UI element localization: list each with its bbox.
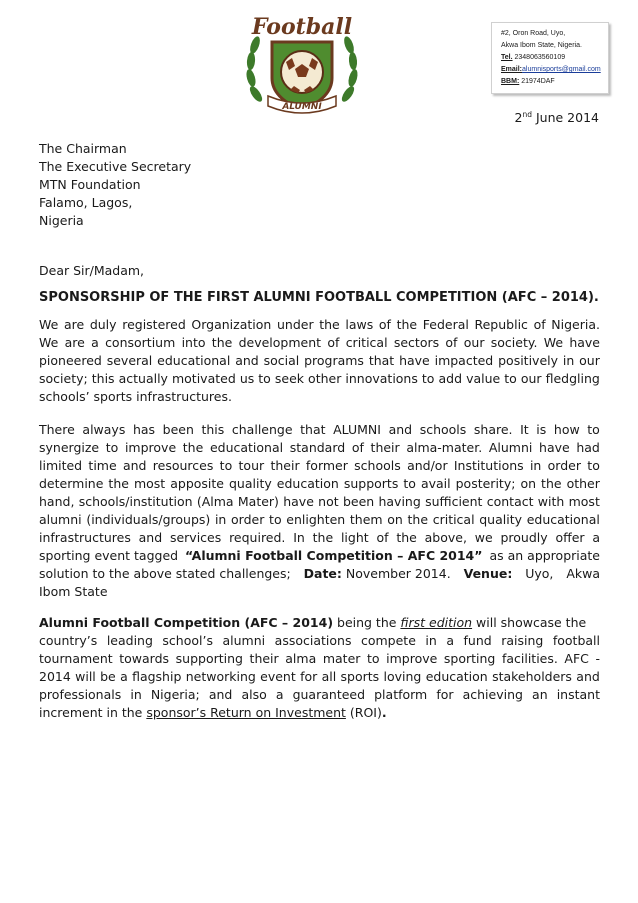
word: a (446, 633, 454, 648)
word: social (263, 353, 300, 368)
word: education (425, 669, 488, 684)
word: in (214, 512, 227, 527)
word: society; (39, 371, 88, 386)
date-rest: June 2014 (532, 110, 599, 125)
word: also (241, 687, 267, 702)
event-suffix: as an appropriate (489, 548, 600, 563)
after-italic: will showcase the (472, 615, 587, 630)
word: supporting (175, 651, 243, 666)
word: the (407, 512, 429, 527)
word: Nigeria; (150, 687, 200, 702)
word: we (474, 530, 493, 545)
word: posterity; (455, 476, 516, 491)
paragraph-2 (39, 421, 600, 601)
email (501, 64, 608, 76)
word: quality (479, 512, 523, 527)
word: to (219, 458, 233, 473)
p3-line (39, 686, 600, 704)
word: raising (501, 633, 544, 648)
word: of (351, 440, 364, 455)
sponsor-roi: sponsor’s Return on Investment (146, 705, 346, 720)
word: alumni (39, 512, 82, 527)
word: all (321, 669, 337, 684)
p3-line (39, 668, 600, 686)
word: in (425, 633, 437, 648)
logo-title: Football (251, 14, 353, 40)
word: been (162, 422, 194, 437)
word: tournament (39, 651, 113, 666)
word: We (39, 335, 59, 350)
word: sports (340, 669, 380, 684)
word: educational (157, 353, 231, 368)
word: Federal (422, 317, 469, 332)
word: to (269, 512, 282, 527)
word: school’s (162, 633, 213, 648)
word: required. (229, 530, 286, 545)
word: Mater) (237, 494, 279, 509)
word: to (105, 440, 119, 455)
word: alumni (222, 633, 266, 648)
word: on (520, 476, 537, 491)
p1-line (39, 334, 600, 352)
word: order (231, 512, 265, 527)
word: football (552, 633, 600, 648)
word: mater (322, 651, 361, 666)
word: ALUMNI (333, 422, 381, 437)
word: are (63, 317, 85, 332)
p2-line (39, 439, 600, 457)
venue-value-2: Akwa (566, 566, 600, 581)
word: guaranteed (292, 687, 366, 702)
last-end: . (381, 705, 387, 720)
word: their (270, 458, 300, 473)
word: (Alma (196, 494, 234, 509)
word: an (532, 687, 548, 702)
football-icon (281, 51, 323, 93)
date-suffix: nd (522, 110, 533, 119)
word: this (91, 371, 115, 386)
p2-line (39, 457, 600, 475)
event-name: “Alumni Football Competition – AFC 2014” (185, 548, 483, 563)
word: that (300, 422, 326, 437)
word: facilities. (501, 651, 558, 666)
word: Alumni (488, 440, 533, 455)
telephone (501, 52, 608, 64)
addressee-line: The Chairman (39, 141, 127, 156)
word: them (349, 512, 383, 527)
event-prefix: sporting event tagged (39, 548, 179, 563)
word: of (533, 317, 546, 332)
email-link[interactable]: alumnisports@gmail.com (522, 66, 601, 73)
word: to (421, 371, 435, 386)
word: professionals (39, 687, 122, 702)
word: networking (185, 669, 256, 684)
word: the (319, 317, 340, 332)
word: platform (374, 687, 428, 702)
word: We (543, 335, 564, 350)
word: has (132, 422, 156, 437)
word: compete (360, 633, 416, 648)
p1-line (39, 352, 600, 370)
word: former (305, 458, 348, 473)
addressee-line: MTN Foundation (39, 177, 141, 192)
word: associations (274, 633, 352, 648)
word: services (169, 530, 222, 545)
word: alma-mater. (406, 440, 483, 455)
word: impacted (434, 353, 494, 368)
word: quality (229, 476, 272, 491)
word: of (378, 317, 391, 332)
word: sufficient (425, 494, 483, 509)
word: contact (486, 494, 534, 509)
word: alma (285, 651, 317, 666)
word: the (108, 476, 129, 491)
word: this (201, 422, 225, 437)
word: Republic (474, 317, 528, 332)
p3-line (39, 632, 600, 650)
p2-line (39, 511, 600, 529)
word: pioneered (39, 353, 102, 368)
word: been (342, 494, 375, 509)
word: apposite (170, 476, 224, 491)
word: positively (498, 353, 559, 368)
word: society. (490, 335, 538, 350)
word: how (553, 422, 580, 437)
word: Nigeria. (551, 317, 600, 332)
word: the (182, 440, 204, 455)
word: of (445, 335, 458, 350)
word: for (300, 669, 318, 684)
word: a (91, 335, 99, 350)
word: loving (383, 669, 422, 684)
word: limited (39, 458, 83, 473)
word: the (396, 530, 417, 545)
word: value (466, 371, 501, 386)
p2-date-venue-line (39, 565, 600, 583)
word: under (276, 317, 314, 332)
word: of (327, 335, 340, 350)
word: a (275, 687, 284, 702)
word: achieving (462, 687, 523, 702)
last-suffix: (ROI) (345, 705, 382, 720)
bbm (501, 76, 608, 88)
word: critical (345, 335, 388, 350)
letter-date (515, 108, 599, 128)
addressee-block (39, 140, 191, 230)
afc-title: Alumni Football Competition (AFC – 2014) (39, 615, 334, 630)
tel-value: 2348063560109 (512, 54, 566, 61)
word: country’s (39, 633, 98, 648)
word: consortium (105, 335, 176, 350)
word: sporting (443, 651, 496, 666)
word: their (249, 651, 279, 666)
word: improve (386, 651, 438, 666)
word: their (370, 440, 400, 455)
word: actually (118, 371, 168, 386)
word: share. (473, 422, 513, 437)
paragraph-3 (39, 614, 600, 722)
word: us (239, 371, 255, 386)
word: and (235, 353, 259, 368)
bbm-value: 21974DAF (519, 78, 555, 85)
word: the (312, 530, 334, 545)
p3-line (39, 650, 600, 668)
date-day: 2 (514, 110, 523, 125)
p2-line (39, 529, 600, 547)
word: 2014 (39, 669, 71, 684)
word: have (399, 353, 430, 368)
word: our (520, 371, 542, 386)
word: most (568, 494, 600, 509)
word: in (529, 458, 542, 473)
word: standard (289, 440, 346, 455)
word: stakeholders (492, 669, 572, 684)
word: educational (526, 512, 600, 527)
logo-ribbon-text: ALUMNI (282, 102, 322, 112)
word: schools/institution (78, 494, 193, 509)
p2-event-line (39, 547, 600, 565)
word: sectors (393, 335, 440, 350)
word: fund (463, 633, 492, 648)
address-line-1: #2, Oron Road, Uyo, (501, 30, 566, 37)
word: - (595, 651, 600, 666)
tel-label: Tel. (501, 54, 513, 61)
word: enlighten (286, 512, 346, 527)
word: proudly (500, 530, 548, 545)
word: add (438, 371, 463, 386)
p2-line (39, 421, 600, 439)
word: a (120, 669, 128, 684)
word: innovations (345, 371, 418, 386)
contact-box (491, 22, 609, 94)
word: light (340, 530, 369, 545)
word: Institutions (453, 458, 524, 473)
addressee-line: The Executive Secretary (39, 159, 192, 174)
date-label: Date: (303, 566, 342, 581)
word: offer (555, 530, 585, 545)
word: to (366, 651, 380, 666)
paragraph-1 (39, 316, 600, 406)
word: with (537, 494, 565, 509)
word: challenge (231, 422, 293, 437)
venue-value: Uyo, (525, 566, 554, 581)
word: for (436, 687, 454, 702)
word: flagship (132, 669, 182, 684)
word: always (82, 422, 126, 437)
word: towards (119, 651, 170, 666)
word: to (587, 422, 600, 437)
word: hand, (39, 494, 75, 509)
first-edition: first edition (400, 615, 473, 630)
word: event (260, 669, 296, 684)
word: other (566, 476, 600, 491)
word: on (387, 512, 403, 527)
word: other (308, 371, 342, 386)
word: leading (106, 633, 153, 648)
word: that (368, 353, 395, 368)
word: determine (39, 476, 104, 491)
word: are (64, 335, 85, 350)
word: critical (432, 512, 475, 527)
p1-last-line: schools’ sports infrastructures. (39, 389, 232, 404)
p2-line (39, 493, 600, 511)
word: synergize (39, 440, 100, 455)
word: and (208, 687, 233, 702)
football-alumni-logo (242, 6, 362, 118)
word: time (88, 458, 117, 473)
word: registered (122, 317, 186, 332)
word: programs (304, 353, 364, 368)
word: is (536, 422, 547, 437)
p2-line (39, 475, 600, 493)
word: to (258, 371, 271, 386)
bbm-label: BBM: (501, 78, 520, 85)
word: our (579, 353, 600, 368)
word: education (276, 476, 339, 491)
word: schools (354, 458, 401, 473)
word: tour (238, 458, 265, 473)
word: in (562, 353, 575, 368)
word: to (403, 476, 416, 491)
word: schools (419, 422, 467, 437)
word: supports (343, 476, 399, 491)
word: into (181, 335, 206, 350)
word: not (318, 494, 339, 509)
word: instant (556, 687, 600, 702)
word: have (539, 440, 570, 455)
subject-line: SPONSORSHIP OF THE FIRST ALUMNI FOOTBALL COMPETITION (AFC – 2014). (39, 290, 599, 305)
word: There (39, 422, 75, 437)
word: to (504, 371, 517, 386)
word: to (587, 458, 600, 473)
word: and (388, 422, 413, 437)
word: order (547, 458, 581, 473)
word: (individuals/groups) (86, 512, 211, 527)
word: and (122, 458, 147, 473)
word: Organization (191, 317, 272, 332)
word: We (39, 317, 59, 332)
date-value: November 2014. (341, 566, 451, 581)
addressee-line: Falamo, Lagos, (39, 195, 133, 210)
word: the (396, 317, 418, 332)
p1-line (39, 316, 600, 334)
word: having (378, 494, 421, 509)
word: It (520, 422, 529, 437)
word: improve (124, 440, 177, 455)
word: most (133, 476, 166, 491)
word: and/or (407, 458, 448, 473)
word: of (376, 530, 389, 545)
word: infrastructures (39, 530, 131, 545)
p3-title-line (39, 614, 600, 632)
address-line-2: Akwa Ibom State, Nigeria. (501, 42, 582, 49)
word: and (138, 530, 163, 545)
last-prefix: increment in the (39, 705, 147, 720)
word: AFC (564, 651, 589, 666)
salutation: Dear Sir/Madam, (39, 263, 145, 278)
p3-last-line (39, 704, 600, 722)
email-label: Email: (501, 66, 523, 73)
word: and (576, 669, 600, 684)
word: be (100, 669, 116, 684)
word: above, (424, 530, 467, 545)
word: have (569, 335, 600, 350)
addressee-line: Nigeria (39, 213, 84, 228)
venue-label: Venue: (463, 566, 513, 581)
word: avail (420, 476, 451, 491)
word: a (592, 530, 600, 545)
word: in (130, 687, 142, 702)
word: our (463, 335, 485, 350)
word: development (238, 335, 322, 350)
word: the (541, 476, 562, 491)
word: several (106, 353, 153, 368)
word: the (211, 335, 233, 350)
p2-last-line: Ibom State (39, 584, 108, 599)
p1-line (39, 370, 600, 388)
word: have (283, 494, 314, 509)
word: educational (209, 440, 284, 455)
word: motivated (171, 371, 236, 386)
word: had (576, 440, 600, 455)
word: seek (274, 371, 305, 386)
word: laws (345, 317, 374, 332)
word: duly (89, 317, 117, 332)
after-title: being the (333, 615, 401, 630)
word: resources (152, 458, 214, 473)
word: will (75, 669, 96, 684)
word: In (293, 530, 305, 545)
solution-text: solution to the above stated challenges; (39, 566, 291, 581)
word: fledgling (545, 371, 600, 386)
